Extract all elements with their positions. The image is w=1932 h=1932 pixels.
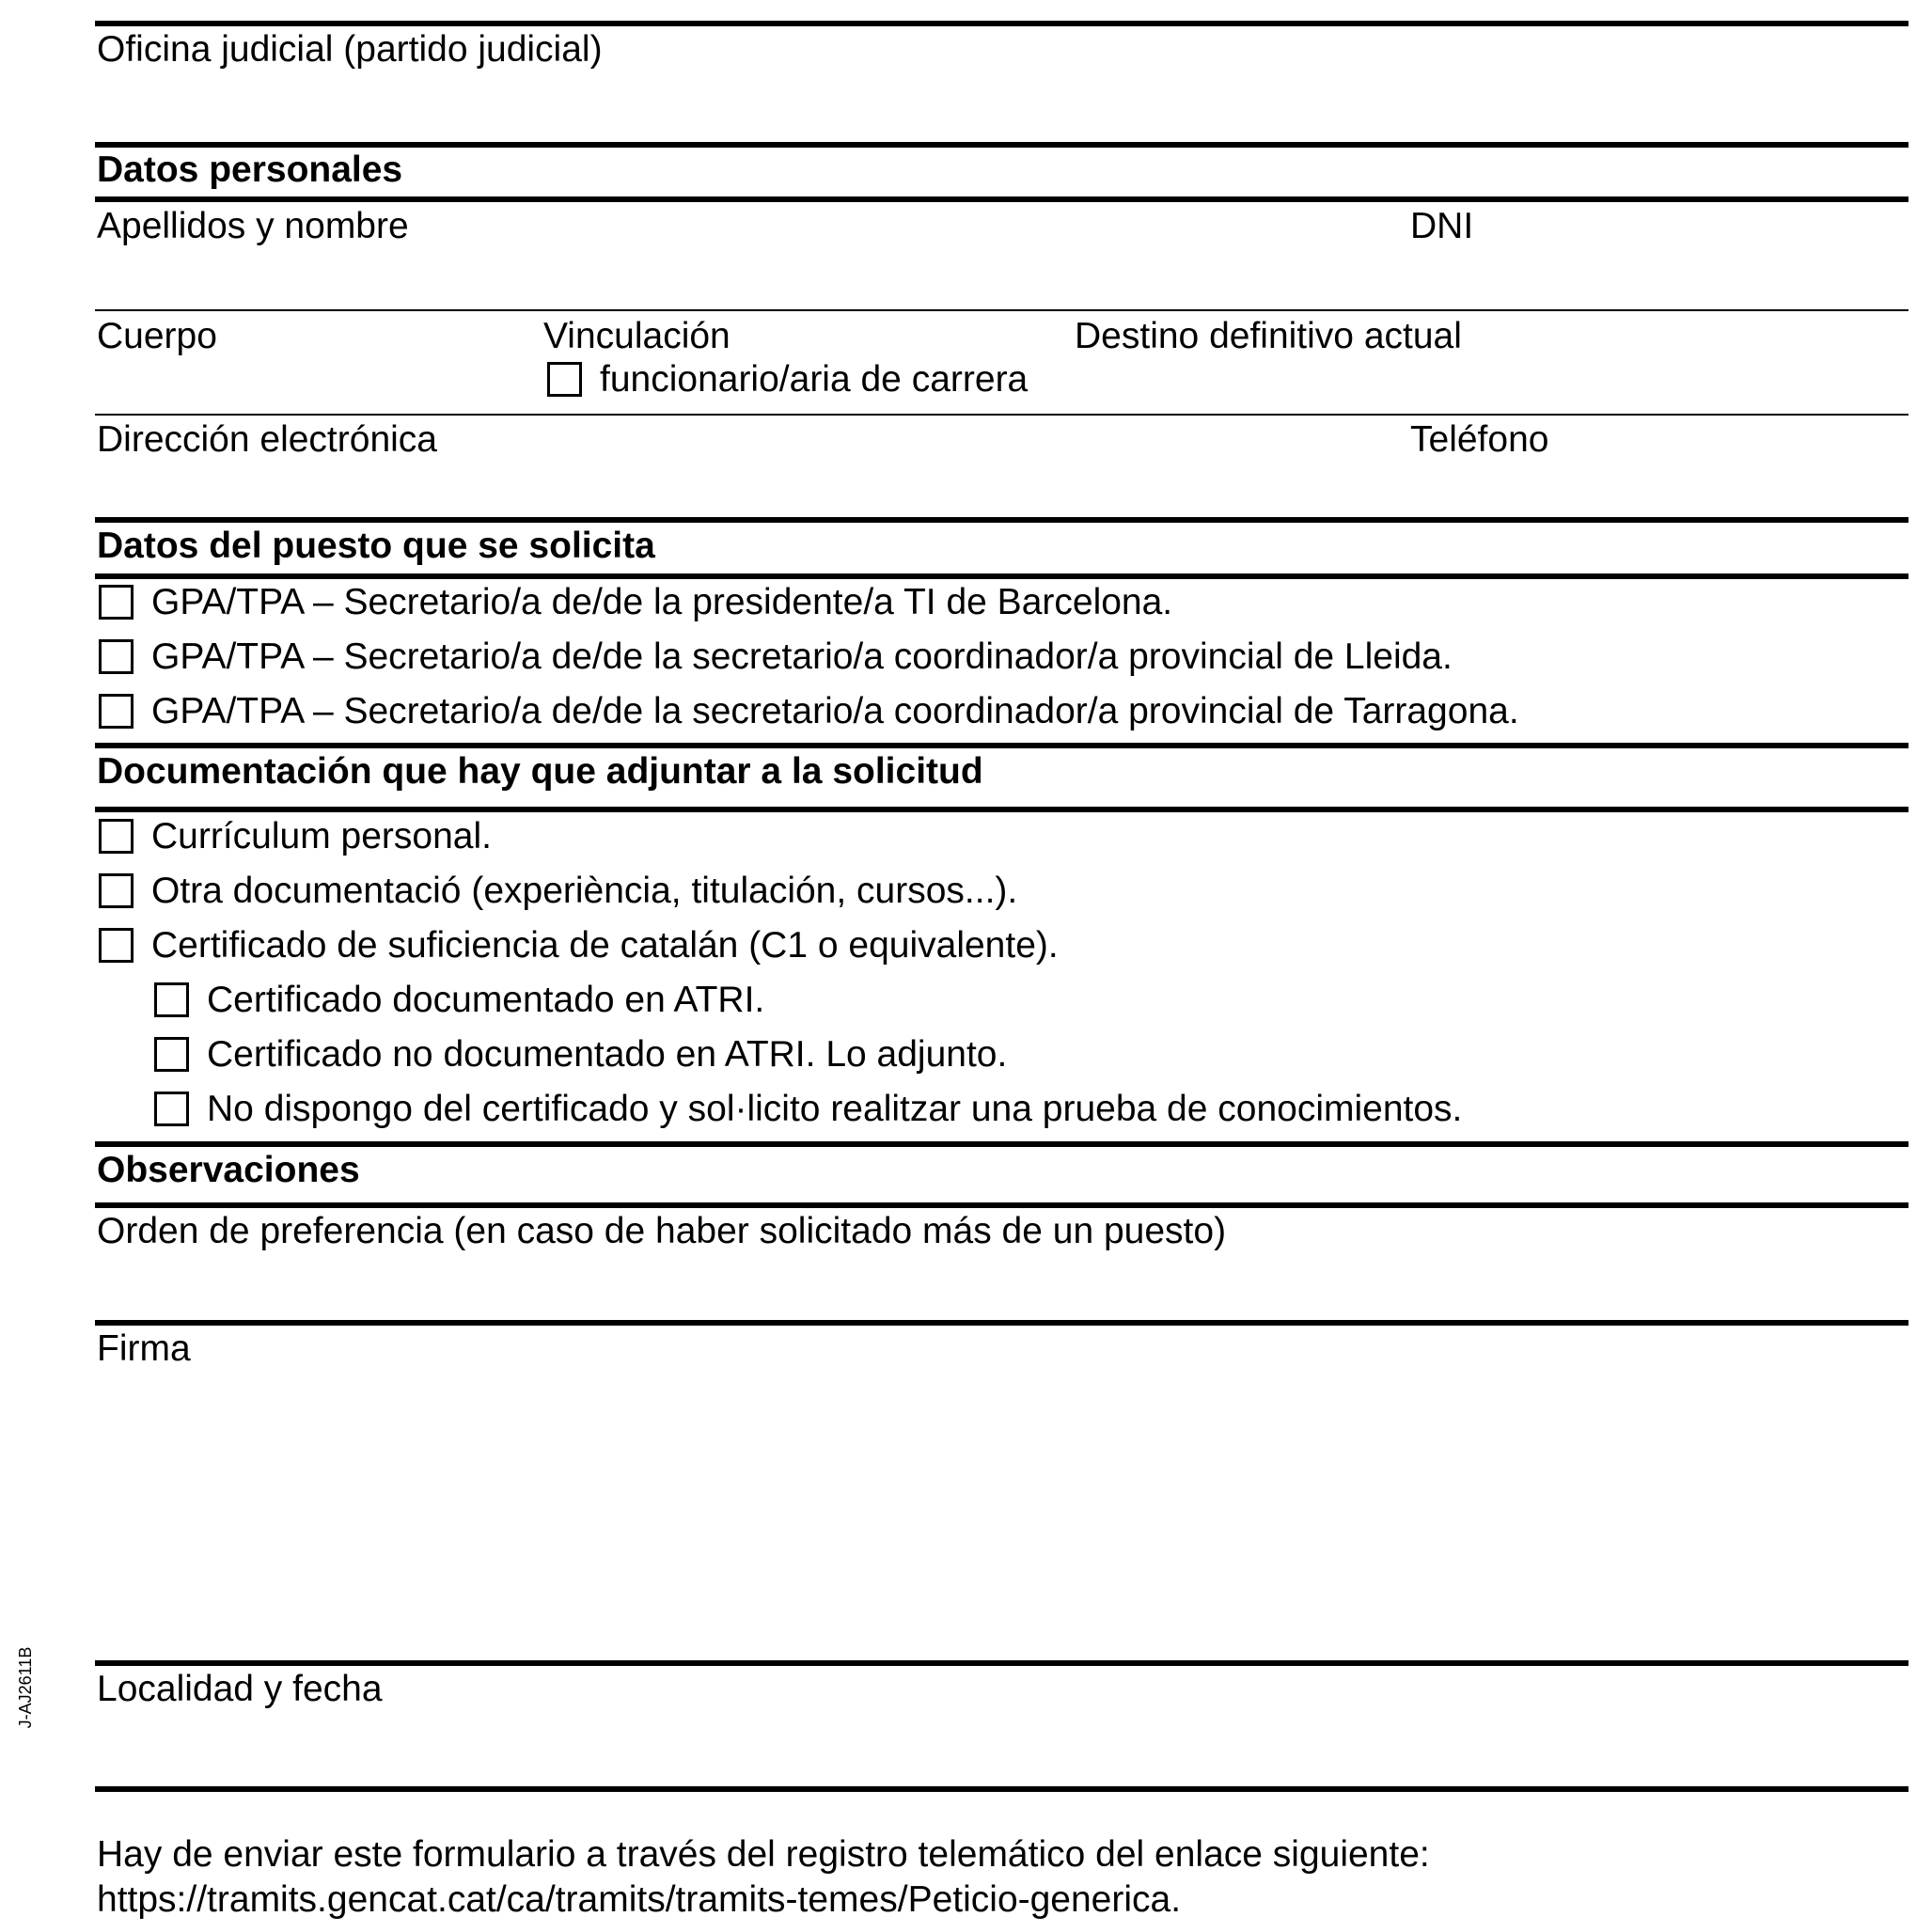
section-rule — [95, 196, 1908, 202]
puesto-heading: Datos del puesto que se solicita — [97, 526, 655, 566]
footer-link[interactable]: https://tramits.gencat.cat/ca/tramits/tramits-temes/Peticio-generica. — [97, 1879, 1182, 1920]
email-field[interactable] — [95, 463, 1406, 515]
top-rule — [95, 21, 1908, 26]
apellidos-field[interactable] — [95, 249, 1406, 306]
destino-field[interactable] — [1075, 357, 1908, 414]
vinculacion-option-label: funcionario/aria de carrera — [600, 359, 1029, 400]
curriculum-checkbox[interactable] — [99, 819, 134, 854]
observaciones-heading: Observaciones — [97, 1150, 360, 1190]
puesto-barcelona-label: GPA/TPA – Secretario/a de/de la presidente/a TI de Barcelona. — [151, 582, 1173, 622]
section-rule — [95, 1141, 1908, 1147]
puesto-tarragona-checkbox[interactable] — [99, 694, 134, 729]
curriculum-label: Currículum personal. — [151, 816, 492, 856]
section-rule — [95, 1320, 1908, 1326]
vinculacion-label: Vinculación — [543, 316, 730, 356]
section-rule — [95, 743, 1908, 748]
section-rule — [95, 142, 1908, 148]
puesto-lleida-label: GPA/TPA – Secretario/a de/de la secretario/a coordinador/a provincial de Lleida. — [151, 636, 1453, 677]
localidad-fecha-label: Localidad y fecha — [97, 1669, 383, 1709]
dni-label: DNI — [1410, 206, 1474, 246]
otra-documentacion-checkbox[interactable] — [99, 873, 134, 908]
oficina-field[interactable] — [95, 75, 1908, 141]
puesto-tarragona-label: GPA/TPA – Secretario/a de/de la secretario/a coordinador/a provincial de Tarragona. — [151, 691, 1519, 731]
prueba-conocimientos-label: No dispongo del certificado y sol·licito realitzar una prueba de conocimientos. — [207, 1089, 1463, 1129]
documentacion-heading: Documentación que hay que adjuntar a la solicitud — [97, 751, 983, 792]
orden-preferencia-label: Orden de preferencia (en caso de haber solicitado más de un puesto) — [97, 1211, 1227, 1251]
bottom-rule — [95, 1786, 1908, 1792]
section-rule — [95, 807, 1908, 812]
atri-no-documentado-checkbox[interactable] — [154, 1037, 189, 1072]
form-code-text: J-AJ2611B — [16, 1646, 35, 1729]
section-rule — [95, 1660, 1908, 1666]
telefono-field[interactable] — [1410, 463, 1908, 515]
email-label: Dirección electrónica — [97, 419, 437, 460]
certificado-catalan-checkbox[interactable] — [99, 928, 134, 963]
row-divider — [95, 414, 1908, 416]
atri-documentado-label: Certificado documentado en ATRI. — [207, 980, 765, 1020]
section-rule — [95, 1202, 1908, 1208]
footer-instruction: Hay de enviar este formulario a través del registro telemático del enlace siguiente: — [97, 1834, 1430, 1875]
apellidos-label: Apellidos y nombre — [97, 206, 409, 246]
orden-preferencia-field[interactable] — [95, 1255, 1908, 1319]
puesto-barcelona-checkbox[interactable] — [99, 585, 134, 620]
firma-label: Firma — [97, 1328, 191, 1369]
atri-no-documentado-label: Certificado no documentado en ATRI. Lo adjunto. — [207, 1034, 1008, 1075]
oficina-label: Oficina judicial (partido judicial) — [97, 29, 603, 70]
vinculacion-checkbox[interactable] — [547, 362, 582, 397]
puesto-lleida-checkbox[interactable] — [99, 639, 134, 674]
firma-field[interactable] — [95, 1373, 1908, 1655]
form-code — [11, 1636, 39, 1739]
localidad-fecha-field[interactable] — [95, 1713, 1908, 1783]
dni-field[interactable] — [1410, 249, 1908, 306]
datos-personales-heading: Datos personales — [97, 149, 403, 190]
row-divider — [95, 309, 1908, 311]
destino-label: Destino definitivo actual — [1075, 316, 1462, 356]
section-rule — [95, 573, 1908, 579]
telefono-label: Teléfono — [1410, 419, 1549, 460]
prueba-conocimientos-checkbox[interactable] — [154, 1092, 189, 1126]
atri-documentado-checkbox[interactable] — [154, 982, 189, 1017]
otra-documentacion-label: Otra documentació (experiència, titulación, cursos...). — [151, 871, 1018, 911]
cuerpo-field[interactable] — [95, 357, 537, 414]
certificado-catalan-label: Certificado de suficiencia de catalán (C1 o equivalente). — [151, 925, 1059, 966]
cuerpo-label: Cuerpo — [97, 316, 217, 356]
section-rule — [95, 517, 1908, 523]
